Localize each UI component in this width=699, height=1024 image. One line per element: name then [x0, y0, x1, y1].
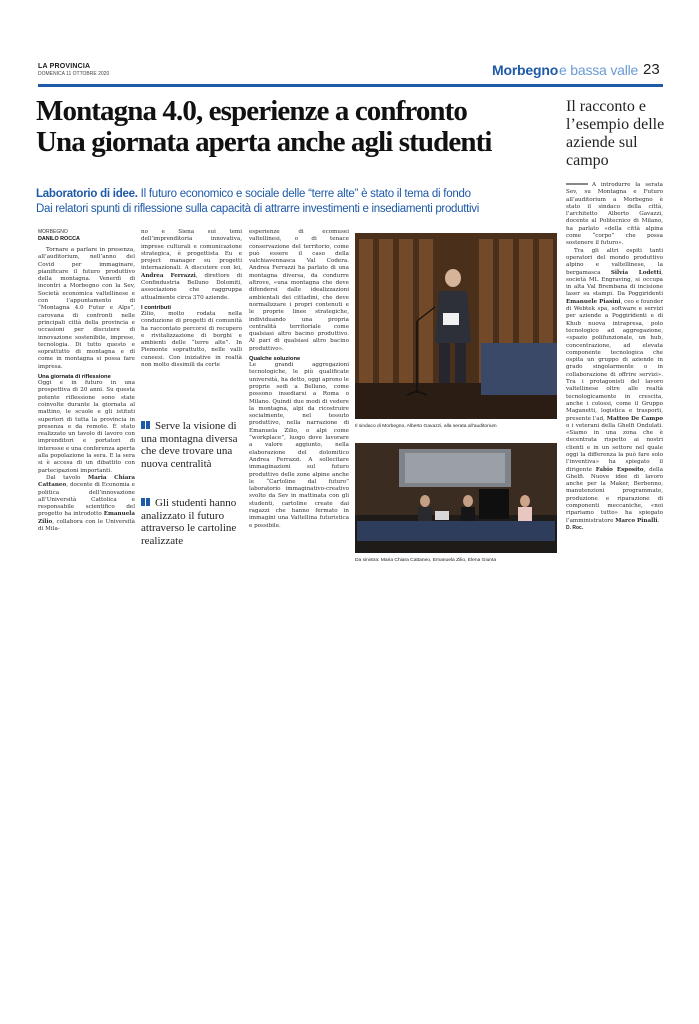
person-name: Emanuela Zilio [38, 511, 135, 525]
text-run: , società ML Engraving, si occupa in alta Val Brembana di incisione laser su stampi. Da Poggiridenti [566, 269, 663, 298]
dateline-place: MORBEGNO [38, 229, 68, 235]
paragraph: Tornare a parlare in presenza, all’auditorium, nell’anno del Covid per immaginare, pianificare il futuro produttivo della montagna. Venerdì di incontri a Morbegno con la Sev, Società economica valtellinese e con l’appuntamento di “Montagna 4.0 Futur e Alps”, carovana di confronti nelle principali città della provincia e occasioni per discutere di innovazione sostenibile, imprese, tecnologia. Di tutto questo e soprattutto di montagna e di come in montagna si possa fare impresa. [38, 247, 135, 370]
subtitle-line-1 [36, 187, 556, 201]
person-name: Maria Chiara Cattaneo [38, 474, 135, 489]
byline-author: DANILO ROCCA [38, 236, 80, 242]
paragraph [38, 475, 135, 533]
section-title: Morbegno [492, 62, 559, 78]
sidebar-article [566, 182, 663, 532]
pull-quote-text: Gli studenti hanno analizzato il futuro attraverso le cartoline realizzate [141, 497, 237, 547]
headline-line-1: Montagna 4.0, esperienze a confronto [36, 95, 468, 127]
issue-date: DOMENICA 11 OTTOBRE 2020 [38, 71, 110, 77]
person-name: Emanuele Piasini [566, 298, 621, 305]
paragraph [141, 229, 242, 302]
quote-mark-icon [141, 420, 152, 428]
subtitle-line-2: Dai relatori spunti di riflessione sulla capacità di attrarre investimenti e insediamenti produttivi [36, 203, 480, 215]
paragraph: Oggi e in futuro in una prospettiva di 20 anni. Su questa potente riflessione sono state coinvolte durante la giornata al mattino, le scuole e gli istituti superiori di tutta la provincia in presenza e da remoto. È stato realizzato un tavolo di lavoro con imprenditori e portatori di interesse e una conferenza aperta alla popolazione la sera. E la sera si è accesa di un dibattito con partecipazioni importanti. [38, 380, 135, 474]
person-name: Silvia Lodetti [610, 269, 662, 276]
article-column-2 [141, 229, 242, 369]
article-column-3 [249, 229, 349, 530]
text-run: o i veterani della Ghelfi Ondulati. «Siamo in una zona che è decentrata rispetto ai nostri clienti e in un settore nel quale oggi la differenza la può fare solo l’inventiva» ha spiegato il dirigente [566, 422, 663, 473]
photo-caption-1: Il sindaco di Morbegno, Alberto Gavazzi, alla serata all’auditorium [355, 424, 497, 429]
paragraph: A introdurre la serata Sev, su Montagna e Futuro all’auditorium a Morbegno è stato il sindaco della città, l’architetto Alberto Gavazzi, docente al Politecnico di Milano, ha parlato «della città alpina come “corpo” che possa sostenere il futuro». [566, 182, 663, 247]
text-run: no e Siena sui temi dell’imprenditoria innovativa, imprese culturali e comunicazione strategica, è progettista Eu e project manager su progetti internazionali. A discutere con lei, [141, 229, 242, 272]
text-run: Dal tavolo [46, 474, 88, 481]
pull-quote-text: Serve la visione di una montagna diversa che deve trovare una nuova centralità [141, 420, 238, 470]
text-run: , direttore di Confindustria Belluno Dolomiti, associazione che raggruppa attualmente circa 370 aziende. [141, 272, 242, 301]
subtitle-kicker: Laboratorio di idee. [36, 188, 138, 200]
main-headline [36, 96, 556, 158]
pull-quote-1 [141, 420, 242, 470]
text-run: , collabora con le Università di Mila- [38, 518, 135, 532]
paragraph: Le grandi aggregazioni tecnologiche, le più qualificate università, ha detto, oggi aprono le proprie sedi a Belluno, come possono insediarsi a Roma o Milano. Quindi due modi di vedere la montagna, alpi da ricostruire socialmente, nel tessuto produttivo, nella narrazione di Emanuela Zilio, o alpi come “workplace”, luogo dove lavorare a valore aggiunto, nella elaborazione del dolomitico Andrea Ferrazzi. A sollecitare immaginazioni sul futuro produttivo delle zone alpine anche le “Cartoline dal futuro” laboratorio immaginativo-creativo svolto da Sev in mattinata con gli studenti, cartoline create dai ragazzi che hanno fermato in immagini una Valtellina futuristica e possibile. [249, 362, 349, 529]
person-name: Matteo De Campo [606, 415, 663, 422]
sidebar-title: Il racconto e l’esempio delle aziende sul campo [566, 98, 665, 169]
paragraph [566, 248, 663, 525]
quote-mark-icon [141, 497, 152, 505]
subheading: Qualche soluzione [249, 356, 301, 363]
paragraph: Zilio, molto rodata nella conduzione di progetti di comunità ha raccontato percorsi di recupero e rivitalizzazione di borghi e ambienti delle “terre alte”. In Piemonte soprattutto, nelle valli cuneesi. Con iniziative in realtà non molto dissimili da certe [141, 310, 242, 369]
subheading: Una giornata di riflessione [38, 374, 111, 381]
person-name: Andrea Ferrazzi [141, 272, 196, 279]
author-signature: D. Roc. [566, 524, 584, 531]
subtitle-text: Il futuro economico e sociale delle “terre alte” è stato il tema di fondo [140, 188, 471, 200]
page-number: 23 [643, 61, 660, 78]
photo-panel-illustration [355, 443, 557, 553]
person-name: Marco Pinalli [615, 517, 658, 524]
photo-panel-speakers [355, 443, 557, 553]
photo-caption-2: Da sinistra: Maria Chiara Cattaneo, Emanuela Zilio, Elena Giunta [355, 558, 497, 563]
paragraph: esperienze di ecomusei valtellinesi, o di tenace conservazione del territorio, come può essere il caso della valchiavennasca Val Codera. Andrea Ferrazzi ha parlato di una montagna diversa, da condurre altrove, «una montagna che deve difendersi dalle idealizzazioni ambientali dei cittadini, che deve normalizzare i propri contenuti e le proprie linee strategiche, individuando una propria centralità territoriale come qualsiasi altro bacino produttivo. Al pari di qualsiasi altro bacino produttivo». [249, 229, 349, 352]
person-name: Fabio Esposito [595, 466, 644, 473]
text-run: Tra gli altri ospiti tanti operatori del mondo produttivo alpino e valtellinese, la bergamasca [566, 247, 663, 276]
article-column-1 [38, 247, 135, 533]
text-run: , ceo e founder di Webtek spa, software e servizi per aziende a Poggiridenti e di Khub nuova intrapresa, polo tecnologico ad aggregazione, «spazio polifunzionale, un hub, concentrazione, ad elevata componente tecnologica che ospita un gruppo di aziende in grado singolarmente o in collaborazione di offrire servizi». Tra i protagonisti del lavoro valtellinese oltre alle realtà tecnologicamente in crescita, anche i colossi, come il Gruppo Maganetti, logistica e trasporti, presente l’ad, [566, 298, 664, 422]
section-subtitle: e bassa valle [559, 62, 639, 78]
subheading: I contributi [141, 304, 171, 311]
photo-mayor-illustration [355, 233, 557, 419]
newspaper-name: LA PROVINCIA [38, 63, 91, 70]
text-run: , della Ghelfi. Nuove idee di lavoro anche per la Maker, Berbenno, manutenzioni programmate, produzione e riparazione di componenti meccaniche, «noi ripariamo tutto» ha spiegato l’amministratore [566, 466, 663, 524]
pull-quote-2 [141, 497, 242, 547]
text-run: , docente di Economia e politica dell’innovazione all’Università Cattolica e responsabile scientifico del progetto ha introdotto [38, 482, 135, 518]
photo-mayor-speaking [355, 233, 557, 419]
header-rule [38, 84, 663, 87]
text-run: . [657, 517, 660, 524]
headline-line-2: Una giornata aperta anche agli studenti [36, 126, 492, 158]
